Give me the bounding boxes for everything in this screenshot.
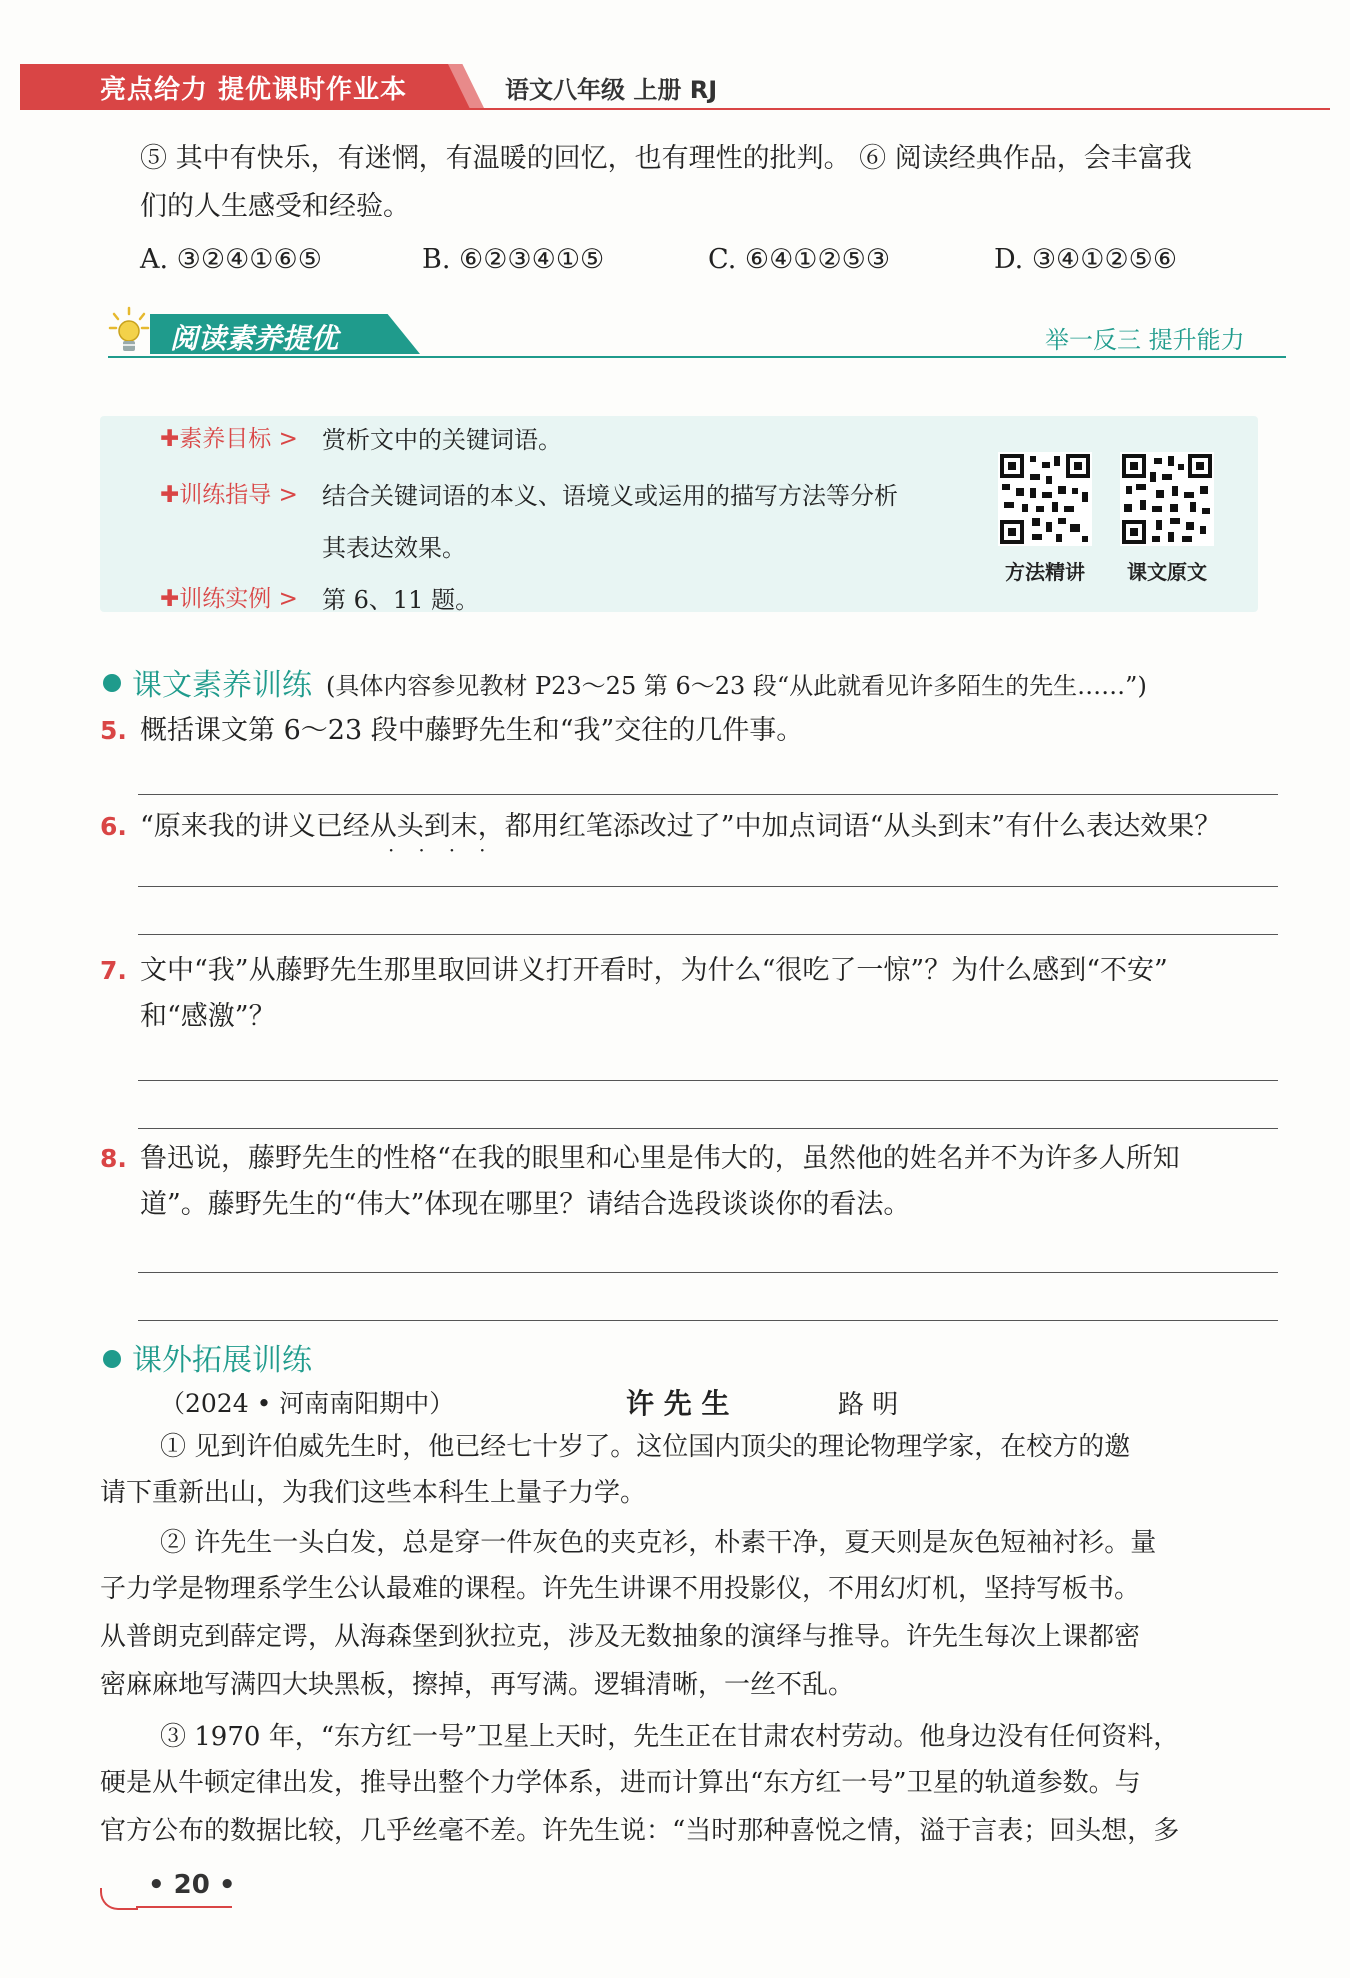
- question-number-6: 6.: [100, 812, 127, 841]
- extension-title: 课外拓展训练: [132, 1343, 312, 1378]
- question-7-line-2: 和“感激”？: [140, 1001, 276, 1032]
- subject-info: 语文八年级 上册 RJ: [505, 76, 718, 104]
- answer-line[interactable]: [138, 1128, 1278, 1129]
- header-rule: [20, 108, 1330, 110]
- answer-line[interactable]: [138, 1080, 1278, 1081]
- article-line: 硬是从牛顿定律出发，推导出整个力学体系，进而计算出“东方红一号”卫星的轨道参数。与: [100, 1768, 1141, 1798]
- article-line: 密麻麻地写满四大块黑板，擦掉，再写满。逻辑清晰，一丝不乱。: [100, 1670, 855, 1700]
- article-line: ① 见到许伯威先生时，他已经七十岁了。这位国内顶尖的理论物理学家，在校方的邀: [160, 1432, 1131, 1462]
- section-rule: [108, 356, 1286, 358]
- article-author: 路 明: [838, 1390, 899, 1420]
- article-line: 子力学是物理系学生公认最难的课程。许先生讲课不用投影仪，不用幻灯机，坚持写板书。: [100, 1574, 1141, 1604]
- bullet-dot: [103, 1350, 121, 1368]
- qr-caption-text: 课文原文: [1127, 560, 1207, 584]
- article-line: 从普朗克到薛定谔，从海森堡到狄拉克，涉及无数抽象的演绎与推导。许先生每次上课都密: [100, 1622, 1141, 1652]
- guide-text-method-cont: 其表达效果。: [322, 534, 466, 562]
- guide-text-method: 结合关键词语的本义、语境义或运用的描写方法等分析: [322, 482, 898, 510]
- option-c: C. ⑥④①②⑤③: [708, 244, 891, 275]
- answer-line[interactable]: [138, 1320, 1278, 1321]
- article-title: 许 先 生: [626, 1387, 730, 1420]
- prev-question-line-2: 们的人生感受和经验。: [140, 191, 410, 222]
- emphasis-dots: ····: [388, 838, 510, 862]
- question-number-7: 7.: [100, 956, 127, 985]
- series-title: 亮点给力 提优课时作业本: [100, 75, 408, 105]
- lightbulb-icon: [108, 306, 150, 358]
- footer-ornament: [100, 1888, 138, 1910]
- section-tagline: 举一反三 提升能力: [1045, 326, 1245, 354]
- answer-line[interactable]: [138, 934, 1278, 935]
- bullet-dot: [103, 674, 121, 692]
- question-number-8: 8.: [100, 1144, 127, 1173]
- answer-line[interactable]: [138, 794, 1278, 795]
- option-d: D. ③④①②⑤⑥: [994, 244, 1178, 275]
- article-line: ③ 1970 年，“东方红一号”卫星上天时，先生正在甘肃农村劳动。他身边没有任何资料，: [160, 1722, 1180, 1752]
- section-title: 阅读素养提优: [170, 322, 339, 355]
- guide-text-goal: 赏析文中的关键词语。: [322, 426, 562, 454]
- question-number-5: 5.: [100, 716, 127, 745]
- guide-label-method: ✚训练指导 >: [160, 482, 298, 508]
- guide-label-example: ✚训练实例 >: [160, 586, 298, 612]
- qr-code-text[interactable]: [1120, 452, 1214, 546]
- text-training-note: (具体内容参见教材 P23～25 第 6～23 段“从此就看见许多陌生的先生……”): [326, 672, 1147, 700]
- footer-rule: [136, 1906, 232, 1908]
- question-8-line-1: 鲁迅说，藤野先生的性格“在我的眼里和心里是伟大的，虽然他的姓名并不为许多人所知: [140, 1143, 1180, 1174]
- question-5-text: 概括课文第 6～23 段中藤野先生和“我”交往的几件事。: [140, 715, 804, 746]
- guide-text-example: 第 6、11 题。: [322, 586, 480, 614]
- article-source: （2024 • 河南南阳期中）: [160, 1389, 455, 1418]
- question-7-line-1: 文中“我”从藤野先生那里取回讲义打开看时，为什么“很吃了一惊”？为什么感到“不安”: [140, 955, 1168, 986]
- article-line: 请下重新出山，为我们这些本科生上量子力学。: [100, 1478, 647, 1508]
- qr-code-method[interactable]: [998, 452, 1092, 546]
- article-line: ② 许先生一头白发，总是穿一件灰色的夹克衫，朴素干净，夏天则是灰色短袖衬衫。量: [160, 1528, 1157, 1558]
- answer-line[interactable]: [138, 1272, 1278, 1273]
- question-8-line-2: 道”。藤野先生的“伟大”体现在哪里？请结合选段谈谈你的看法。: [140, 1189, 911, 1220]
- qr-caption-method: 方法精讲: [1005, 560, 1085, 584]
- article-line: 官方公布的数据比较，几乎丝毫不差。许先生说：“当时那种喜悦之情，溢于言表；回头想，多: [100, 1816, 1180, 1846]
- answer-line[interactable]: [138, 886, 1278, 887]
- guide-label-goal: ✚素养目标 >: [160, 426, 298, 452]
- prev-question-line-1: ⑤ 其中有快乐，有迷惘，有温暖的回忆，也有理性的批判。 ⑥ 阅读经典作品，会丰富我: [140, 143, 1192, 174]
- option-b: B. ⑥②③④①⑤: [422, 244, 605, 275]
- option-a: A. ③②④①⑥⑤: [140, 244, 322, 275]
- text-training-title: 课文素养训练: [132, 668, 312, 703]
- question-6-text: “原来我的讲义已经从头到末，都用红笔添改过了”中加点词语“从头到末”有什么表达效果？: [140, 811, 1222, 842]
- page-number: • 20 •: [148, 1870, 236, 1900]
